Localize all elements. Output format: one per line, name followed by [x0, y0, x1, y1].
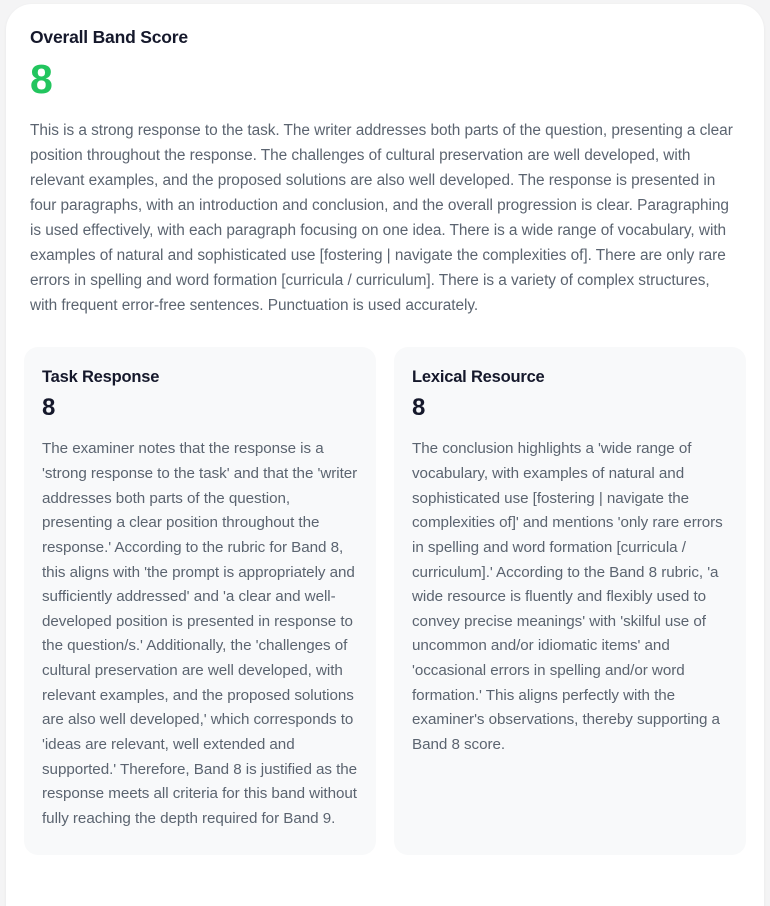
overall-band-score-title: Overall Band Score [30, 27, 188, 47]
band-score-report-card [6, 4, 764, 906]
criteria-card-list [6, 319, 764, 856]
criterion-card-lexical-resource [394, 347, 746, 856]
criterion-title: Task Response [42, 367, 160, 386]
criterion-title: Lexical Resource [412, 367, 545, 386]
criterion-score: 8 [42, 394, 56, 422]
overall-band-score-value: 8 [30, 55, 53, 102]
criterion-card-task-response [24, 347, 376, 856]
overall-band-score-feedback: This is a strong response to the task. The writer addresses both parts of the question, presenting a clear position throughout the response. The challenges of cultural preservation are well developed, with relevant examples, and the proposed solutions are also well developed. The response is presented in four paragraphs, with an introduction and conclusion, and the overall progression is clear. Paragraphing is used effectively, with each paragraph focusing on one idea. There is a wide range of vocabulary, with examples of natural and sophisticated use [fostering | navigate the complexities of]. There are only rare errors in spelling and word formation [curricula / curriculum]. There is a variety of complex structures, with frequent error-free sentences. Punctuation is used accurately. [30, 122, 733, 314]
criterion-score: 8 [412, 394, 426, 422]
criterion-explanation: The examiner notes that the response is a 'strong response to the task' and that the 'writer addresses both parts of the question, presenting a clear position throughout the response.' According to the rubric for Band 8, this aligns with 'the prompt is appropriately and sufficiently addressed' and 'a clear and well-developed position is presented in response to the question/s.' Additionally, the 'challenges of cultural preservation are well developed, with relevant examples, and the proposed solutions are also well developed,' which corresponds to 'ideas are relevant, well extended and supported.' Therefore, Band 8 is justified as the response meets all criteria for this band without fully reaching the depth required for Band 9. [42, 440, 358, 827]
overall-band-score-section [6, 4, 764, 319]
criterion-explanation: The conclusion highlights a 'wide range of vocabulary, with examples of natural and sophisticated use [fostering | navigate the complexities of]' and mentions 'only rare errors in spelling and word formation [curricula / curriculum].' According to the Band 8 rubric, 'a wide resource is fluently and flexibly used to convey precise meanings' with 'skilful use of uncommon and/or idiomatic items' and 'occasional errors in spelling and/or word formation.' This aligns perfectly with the examiner's observations, thereby supporting a Band 8 score. [412, 440, 723, 753]
